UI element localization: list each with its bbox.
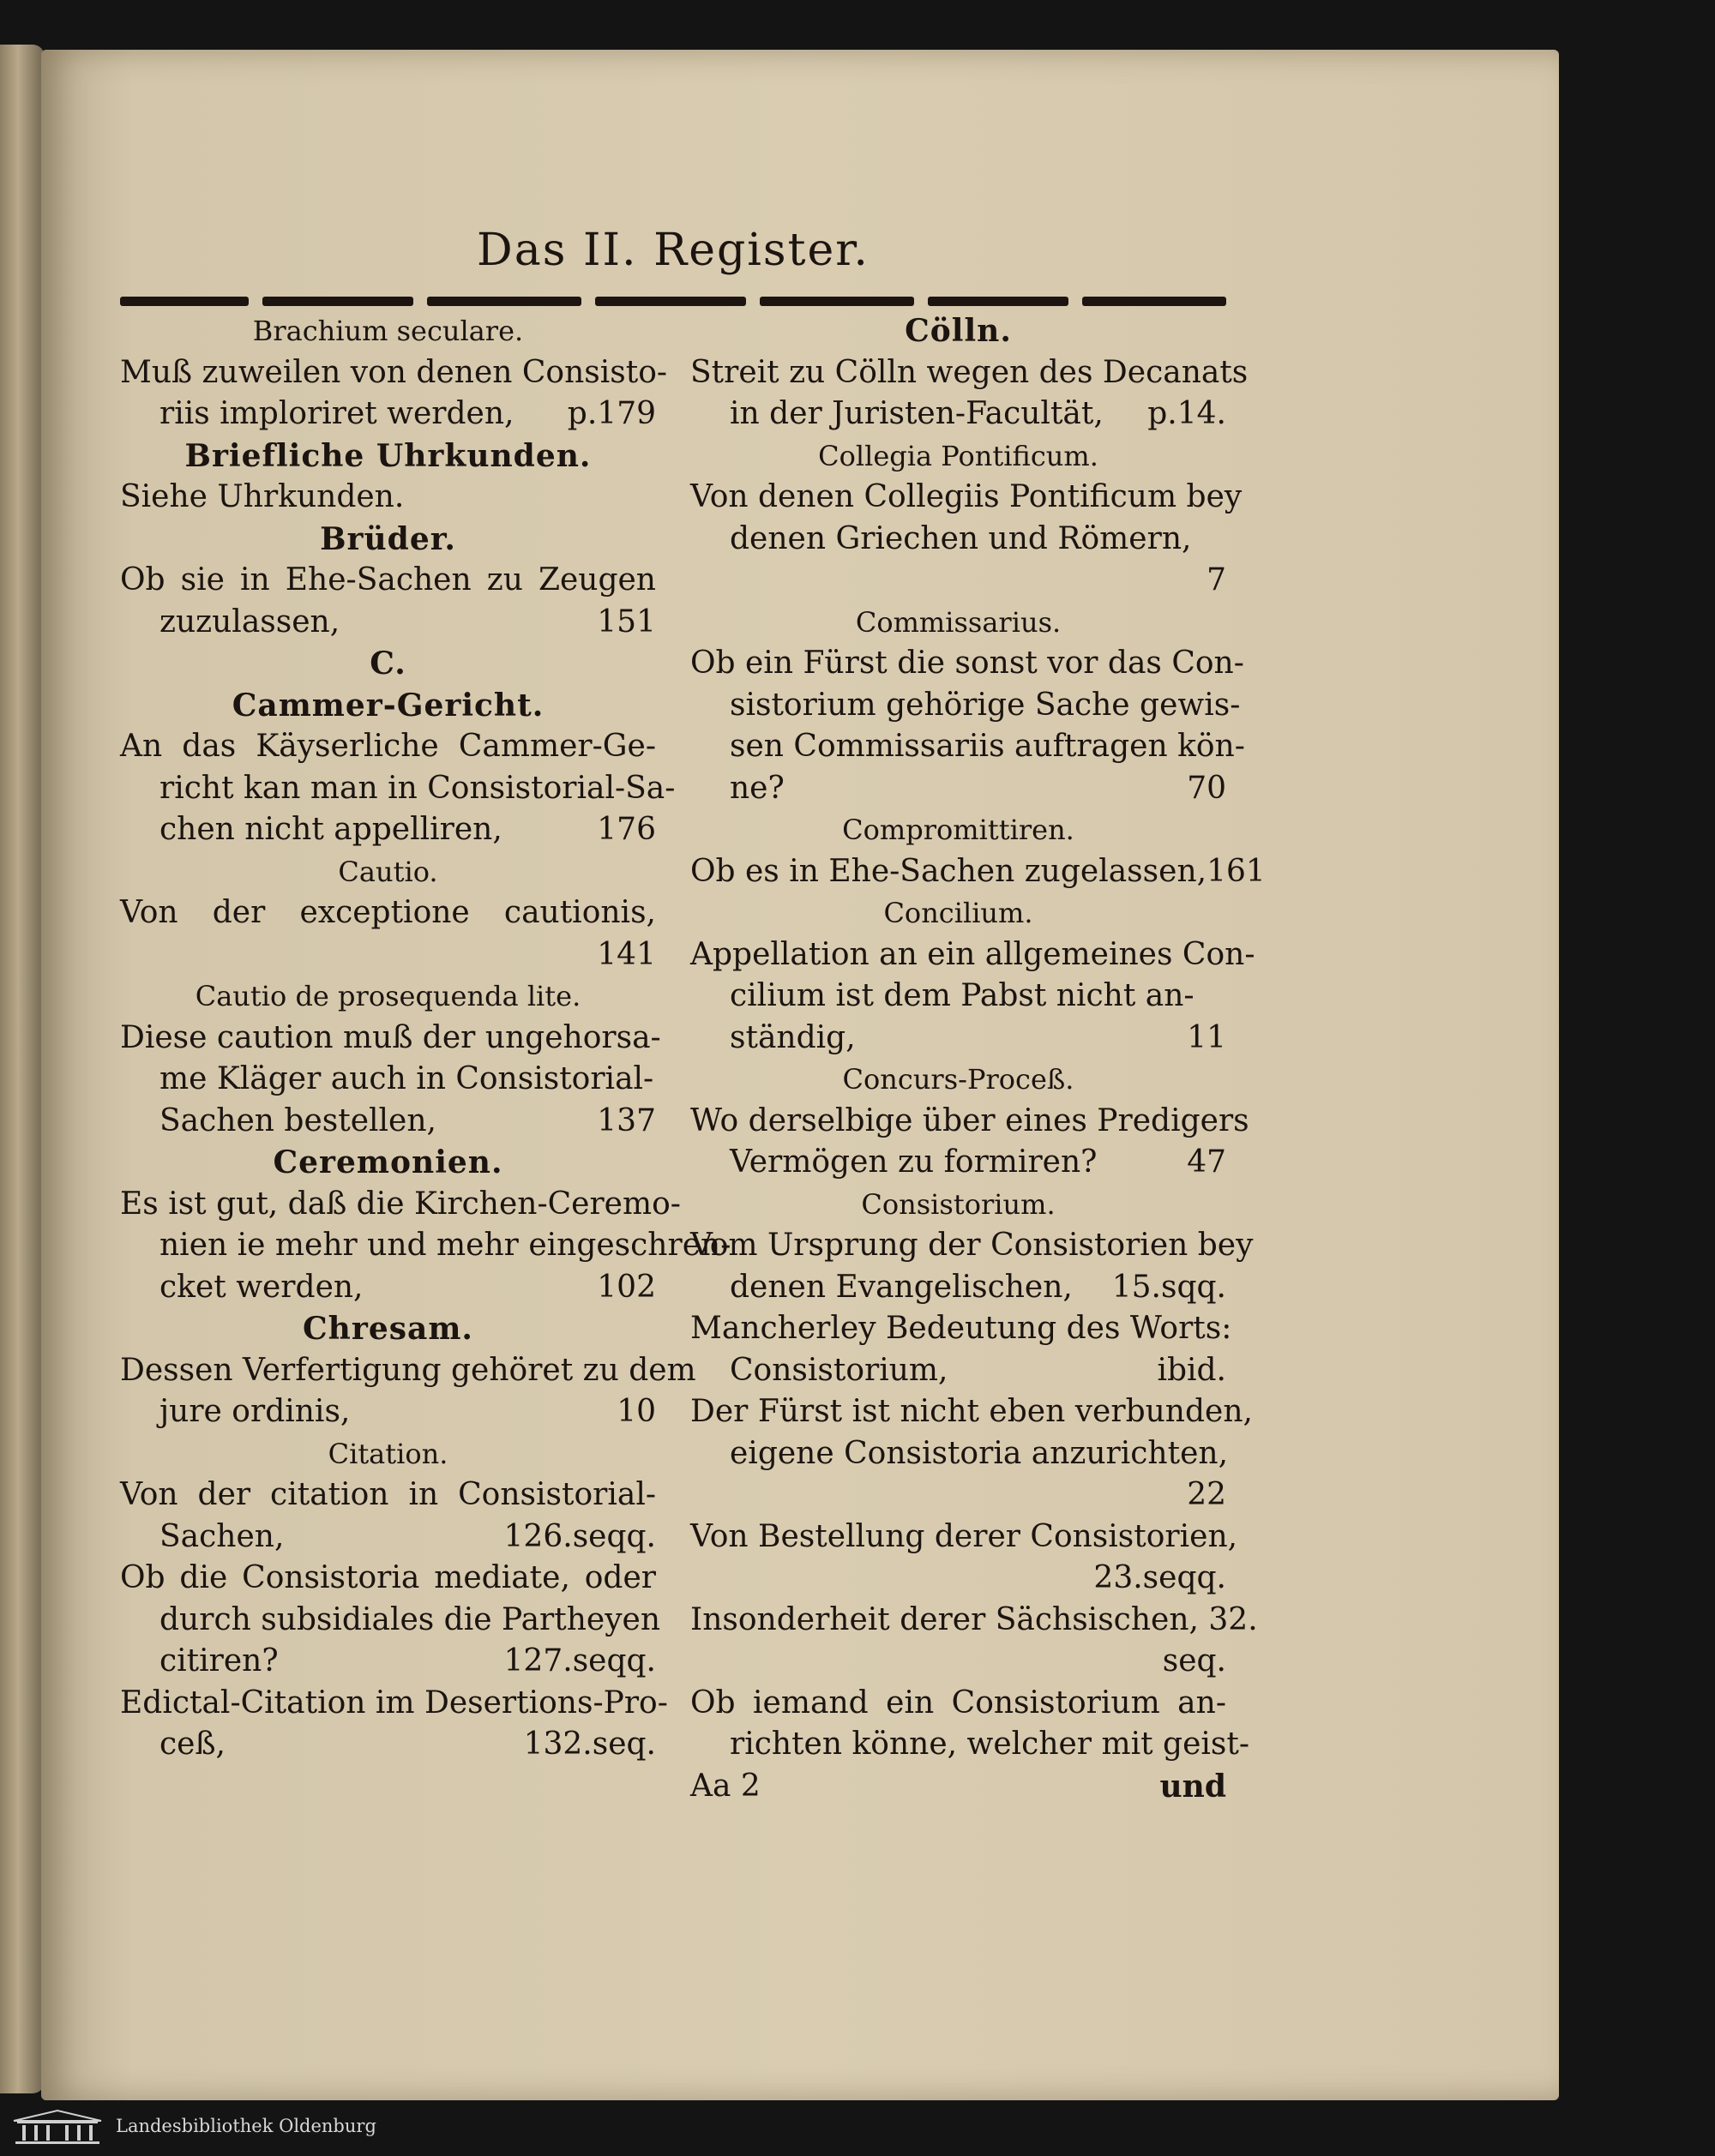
entry-continuation: richten könne, welcher mit geist- bbox=[730, 1727, 1249, 1762]
page-reference: 102 bbox=[597, 1269, 656, 1305]
entry-line: Diese caution muß der ungehorsa- bbox=[120, 1019, 661, 1055]
index-subheading: Commissarius. bbox=[855, 605, 1062, 639]
index-subheading: Cautio de prosequenda lite. bbox=[195, 980, 581, 1012]
entry-line: Edictal-Citation im Desertions-Pro- bbox=[120, 1685, 668, 1721]
page-reference: 127.seqq. bbox=[503, 1643, 656, 1679]
entry-line: Ob iemand ein Consistorium an- bbox=[690, 1685, 1226, 1721]
entry-text: chen nicht appelliren, bbox=[159, 812, 502, 847]
index-heading: Chresam. bbox=[303, 1311, 473, 1347]
footer-bar bbox=[0, 2100, 1715, 2156]
entry-line-with-reference bbox=[690, 1267, 1226, 1309]
entry-line-with-reference bbox=[120, 1641, 656, 1683]
index-subheading: Brachium seculare. bbox=[252, 315, 524, 347]
entry-text: Ob es in Ehe-Sachen zugelassen, bbox=[690, 853, 1207, 889]
entry-line-with-reference bbox=[690, 851, 1266, 893]
index-heading: Brüder. bbox=[320, 520, 456, 557]
index-subheading: Compromittiren. bbox=[842, 814, 1074, 846]
entry-continuation: sistorium gehörige Sache gewis- bbox=[730, 687, 1241, 723]
index-subheading: Cautio. bbox=[338, 855, 438, 888]
entry-continuation: richt kan man in Consistorial-Sa- bbox=[159, 770, 676, 806]
page-reference: 132.seq. bbox=[523, 1727, 656, 1762]
page-reference: 10 bbox=[617, 1394, 656, 1429]
entry-line: Von der exceptione cautionis, bbox=[120, 895, 656, 930]
entry-line: Von Bestellung derer Consistorien, bbox=[690, 1518, 1238, 1554]
entry-text: cket werden, bbox=[159, 1269, 364, 1305]
index-subheading: Concurs-Proceß. bbox=[842, 1063, 1074, 1096]
entry-text: in der Juristen-Facultät, bbox=[730, 396, 1104, 431]
index-subheading: Collegia Pontificum. bbox=[818, 439, 1098, 472]
entry-line-with-reference bbox=[690, 1142, 1226, 1184]
entry-text: ständig, bbox=[730, 1019, 856, 1055]
page-reference: 126.seqq. bbox=[503, 1518, 656, 1554]
entry-line: Dessen Verfertigung gehöret zu dem bbox=[120, 1352, 696, 1388]
entry-text: Vermögen zu formiren? bbox=[730, 1144, 1098, 1180]
entry-text: denen Evangelischen, bbox=[730, 1269, 1073, 1305]
page-reference: seq. bbox=[1162, 1643, 1226, 1679]
index-heading: Briefliche Uhrkunden. bbox=[184, 437, 592, 474]
page-reference: 176 bbox=[597, 812, 656, 847]
page-reference: 161 bbox=[1207, 853, 1266, 889]
index-heading: Cölln. bbox=[905, 313, 1012, 349]
page-reference: p.14. bbox=[1147, 396, 1226, 431]
page-reference: 141 bbox=[597, 936, 656, 972]
index-subheading: Concilium. bbox=[883, 897, 1033, 929]
entry-line-with-reference bbox=[120, 602, 656, 644]
entry-text: ceß, bbox=[159, 1727, 226, 1762]
entry-continuation: nien ie mehr und mehr eingeschren- bbox=[159, 1228, 731, 1263]
entry-line: Der Fürst ist nicht eben verbunden, bbox=[690, 1394, 1253, 1429]
entry-line: Es ist gut, daß die Kirchen-Ceremo- bbox=[120, 1186, 681, 1222]
entry-line: Vom Ursprung der Consistorien bey bbox=[690, 1228, 1254, 1263]
entry-line: Mancherley Bedeutung des Worts: bbox=[690, 1311, 1232, 1346]
entry-continuation: cilium ist dem Pabst nicht an- bbox=[730, 978, 1194, 1013]
page-reference: ibid. bbox=[1157, 1352, 1226, 1388]
left-page-edge bbox=[0, 45, 45, 2093]
entry-continuation: me Kläger auch in Consistorial- bbox=[159, 1061, 654, 1096]
entry-text: Sachen bestellen, bbox=[159, 1102, 436, 1138]
entry-line: Von denen Collegiis Pontificum bey bbox=[690, 479, 1243, 514]
index-subheading: Consistorium. bbox=[861, 1187, 1056, 1221]
entry-continuation: durch subsidiales die Partheyen bbox=[159, 1601, 661, 1637]
page-reference: 7 bbox=[1207, 562, 1226, 598]
entry-line-with-reference bbox=[120, 1267, 656, 1309]
page-reference: 70 bbox=[1187, 770, 1226, 806]
entry-line: Ob die Consistoria mediate, oder bbox=[120, 1560, 656, 1595]
page-reference: 137 bbox=[597, 1102, 656, 1138]
entry-line: Siehe Uhrkunden. bbox=[120, 479, 405, 514]
signature-mark: Aa 2 bbox=[690, 1768, 761, 1804]
entry-continuation: sen Commissariis auftragen kön- bbox=[730, 729, 1245, 764]
entry-line-with-reference bbox=[120, 1724, 656, 1766]
entry-line-with-reference bbox=[120, 1516, 656, 1558]
page-foot-line bbox=[690, 1766, 1226, 1808]
entry-line: Ob ein Fürst die sonst vor das Con- bbox=[690, 646, 1244, 681]
entry-text: zuzulassen, bbox=[159, 604, 340, 640]
entry-text: Sachen, bbox=[159, 1518, 285, 1554]
index-heading: Cammer-Gericht. bbox=[232, 687, 545, 724]
entry-line-with-reference bbox=[120, 1391, 656, 1433]
entry-continuation: denen Griechen und Römern, bbox=[730, 520, 1192, 556]
entry-continuation: eigene Consistoria anzurichten, bbox=[730, 1435, 1229, 1471]
entry-line: Wo derselbige über eines Predigers bbox=[690, 1102, 1249, 1138]
page-reference: 23.seqq. bbox=[1093, 1560, 1226, 1595]
entry-text: Consistorium, bbox=[730, 1352, 948, 1388]
entry-text: citiren? bbox=[159, 1643, 279, 1679]
entry-line: Streit zu Cölln wegen des Decanats bbox=[690, 354, 1249, 390]
entry-line: Insonderheit derer Sächsischen, 32. bbox=[690, 1601, 1258, 1637]
entry-text: riis imploriret werden, bbox=[159, 396, 514, 431]
page-reference: p.179 bbox=[567, 396, 656, 431]
page-reference: 151 bbox=[597, 604, 656, 640]
entry-text: ne? bbox=[730, 770, 785, 806]
page-reference: 47 bbox=[1187, 1144, 1226, 1180]
entry-line: Muß zuweilen von denen Consisto- bbox=[120, 354, 668, 390]
entry-line-with-reference bbox=[120, 1101, 656, 1143]
left-column bbox=[120, 310, 731, 1766]
entry-line: Von der citation in Consistorial- bbox=[120, 1477, 656, 1512]
page-reference: 22 bbox=[1187, 1477, 1226, 1512]
entry-line-with-reference bbox=[690, 393, 1226, 435]
library-logo-icon bbox=[10, 2109, 105, 2147]
index-subheading: Citation. bbox=[328, 1437, 448, 1470]
entry-line-with-reference bbox=[690, 1350, 1226, 1392]
header-rule bbox=[120, 297, 1226, 309]
entry-text: jure ordinis, bbox=[159, 1394, 351, 1429]
entry-line-with-reference bbox=[690, 1018, 1226, 1060]
page-reference: 11 bbox=[1187, 1019, 1226, 1055]
right-column bbox=[690, 310, 1266, 1807]
library-name: Landesbibliothek Oldenburg bbox=[116, 2116, 376, 2136]
entry-line-with-reference bbox=[120, 393, 656, 435]
entry-line: Appellation an ein allgemeines Con- bbox=[690, 936, 1255, 972]
entry-line: Ob sie in Ehe-Sachen zu Zeugen bbox=[120, 562, 656, 598]
entry-line-with-reference bbox=[690, 768, 1226, 810]
catchword: und bbox=[1159, 1768, 1226, 1805]
page-reference: 15.sqq. bbox=[1111, 1269, 1226, 1305]
entry-line: An das Käyserliche Cammer-Ge- bbox=[120, 729, 656, 764]
page-header: Das II. Register. bbox=[477, 225, 870, 276]
entry-line-with-reference bbox=[120, 809, 656, 851]
index-heading: Ceremonien. bbox=[273, 1144, 503, 1180]
index-heading: C. bbox=[370, 646, 406, 682]
